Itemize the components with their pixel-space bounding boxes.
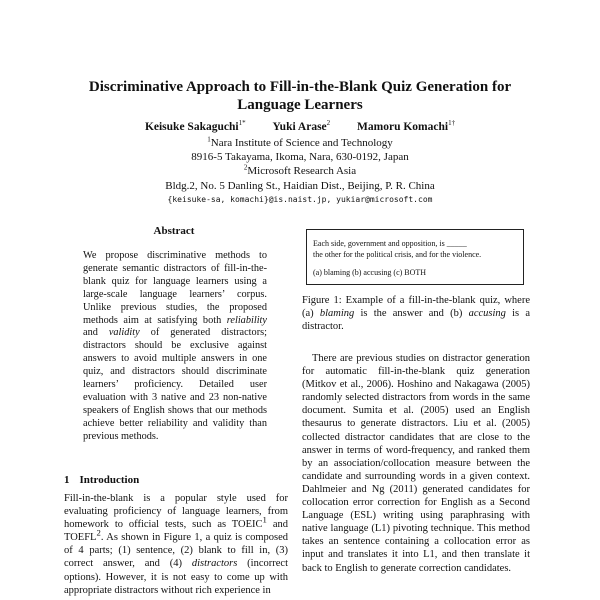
section-1-heading — [64, 474, 139, 486]
quiz-sentence-line-1: Each side, government and opposition, is _____ — [313, 239, 467, 248]
caption-term-blaming: blaming — [319, 308, 355, 320]
author-1 — [145, 121, 246, 133]
caption-text-2: is the answer and (b) — [354, 308, 469, 320]
footnote-mark-2: 2 — [96, 527, 101, 538]
figure-1-quiz-box — [306, 229, 524, 285]
quiz-sentence-line-2: the other for the political crisis, and for the violence. — [313, 250, 482, 259]
author-3-mark: 1† — [448, 119, 456, 128]
intro-text-3: . As shown in Figure 1, a quiz is composed of 4 parts; (1) sentence, (2) blank to fill in, (3) correct answer, and (4) — [64, 532, 288, 570]
affiliation-1-name-line — [60, 136, 540, 150]
caption-term-accusing: accusing — [468, 308, 506, 320]
related-work-paragraph: There are previous studies on distractor generation for automatic fill-in-the-blank quiz generation (Mitkov et al., 2006). Hoshino and Nakagawa (2005) randomly selected distractors from words in the same document. Sumita et al. (2005) used an English thesaurus to generate distractors. Liu et al. (2005) collected distractor candidates that are close to the answer in terms of word-frequency, and ranked them by an association/collocation measure between the candidate and surrounding words in a given context. Dahlmeier and Ng (2011) generated candidates for collocation error correction for English as a Second Language (ESL) writing using paraphrasing with native language (L1) pivoting technique. This method takes an sentence containing a collocation error as input and translates it into L1, and then translate it back to English to generate correction candidates. — [302, 353, 530, 574]
affiliation-1-name: Nara Institute of Science and Technology — [210, 137, 393, 149]
footnote-mark-1: 1 — [262, 514, 267, 525]
abstract-heading: Abstract — [153, 225, 195, 237]
affiliation-2-address: Bldg.2, No. 5 Danling St., Haidian Dist., Beijing, P. R. China — [165, 180, 435, 192]
abstract-body — [83, 250, 267, 444]
title-line-1: Discriminative Approach to Fill-in-the-Blank Quiz Generation for — [88, 79, 512, 95]
author-2 — [272, 121, 330, 133]
author-emails: {keisuke-sa, komachi}@is.naist.jp, yukiar@microsoft.com — [167, 195, 433, 204]
abstract-text-2: and — [83, 327, 109, 339]
intro-text-4: (incorrect options). However, it is not easy to come up with appropriate distractors without rich experience in — [64, 558, 288, 596]
author-list — [60, 120, 540, 134]
affiliation-1-mark: 1 — [207, 135, 211, 144]
quiz-options: (a) blaming (b) accusing (c) BOTH — [313, 268, 427, 277]
abstract-term-validity: validity — [108, 327, 140, 339]
caption-text-1: Figure 1: Example of a fill-in-the-blank quiz, where (a) — [302, 295, 530, 320]
abstract-text-3: of generated distractors; distractors should be exclusive against answers to avoid multiple answers in one quiz, and distractors should discriminate learners’ proficiency. Detailed user evaluation with 3 native and 23 non-native speakers of English shows that our methods achieve better reliability and validity than previous methods. — [83, 327, 267, 442]
abstract-text-1: We propose discriminative methods to generate semantic distractors of fill-in-the-blank quiz for language learners using a large-scale language learners’ corpus. Unlike previous studies, the proposed methods aim at satisfying both — [83, 250, 267, 326]
affiliation-2-name-line — [60, 164, 540, 178]
author-2-name: Yuki Arase — [272, 121, 327, 133]
author-3 — [357, 121, 455, 133]
author-3-name: Mamoru Komachi — [357, 121, 449, 133]
author-1-name: Keisuke Sakaguchi — [144, 121, 239, 133]
intro-term-distractors: distractors — [191, 558, 238, 570]
caption-text-3: is a distractor. — [302, 308, 530, 333]
section-1-number: 1 — [64, 474, 70, 486]
intro-text-1: Fill-in-the-blank is a popular style used for evaluating proficiency of language learners, from homework to official tests, such as TOEIC — [64, 493, 288, 531]
author-1-mark: 1* — [238, 119, 246, 128]
related-work-body — [302, 352, 530, 600]
title-line-2: Language Learners — [237, 97, 363, 113]
affiliation-2-name: Microsoft Research Asia — [247, 165, 357, 177]
figure-1-caption — [302, 294, 530, 333]
paper-title — [60, 78, 540, 114]
section-1-title: Introduction — [79, 474, 140, 486]
intro-text-2: and TOEFL — [64, 519, 288, 544]
author-2-mark: 2 — [326, 119, 331, 128]
affiliation-2-mark: 2 — [243, 163, 248, 172]
introduction-body — [64, 492, 288, 600]
abstract-term-reliability: reliability — [226, 314, 267, 326]
affiliation-1-address: 8916-5 Takayama, Ikoma, Nara, 630-0192, Japan — [191, 151, 409, 163]
